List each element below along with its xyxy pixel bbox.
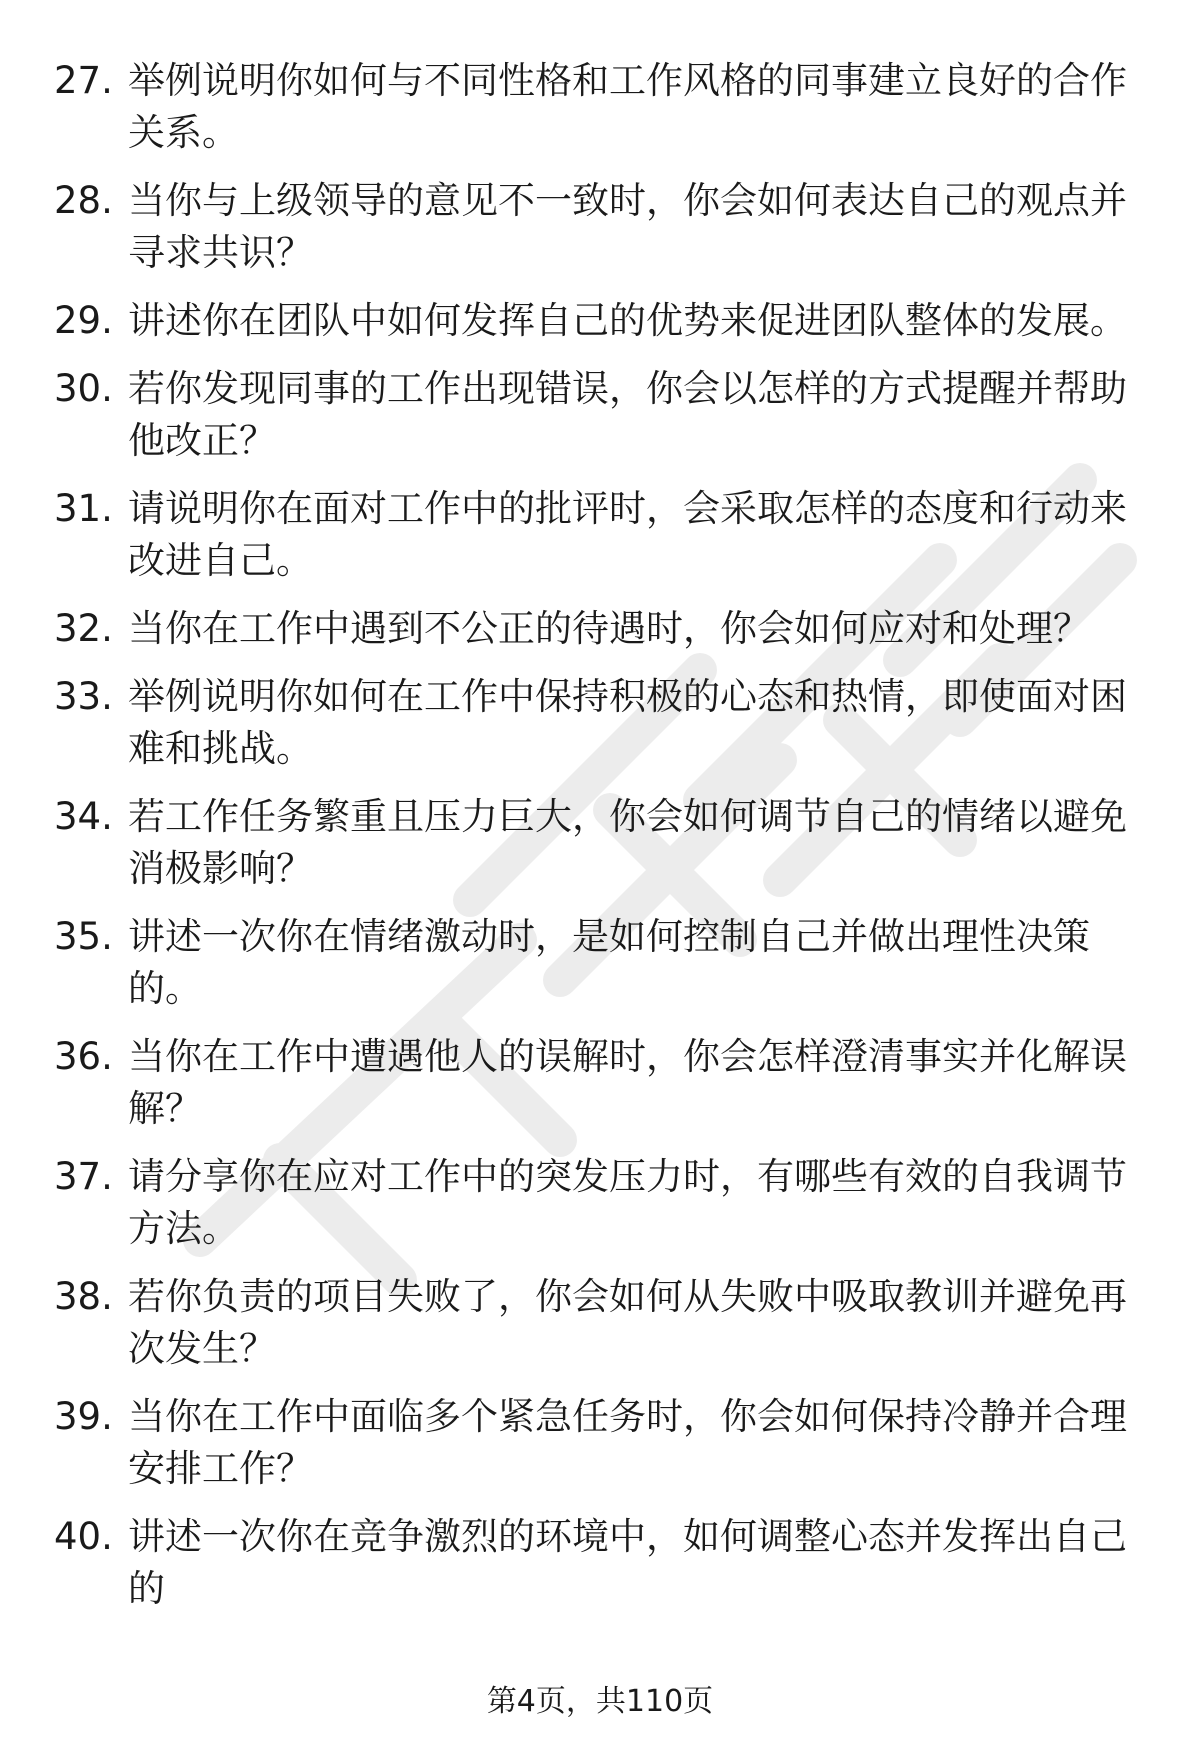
question-item <box>0 483 1200 587</box>
question-text: 当你与上级领导的意见不一致时，你会如何表达自己的观点并寻求共识？ <box>128 179 1127 274</box>
question-text: 举例说明你如何在工作中保持积极的心态和热情，即使面对困难和挑战。 <box>128 675 1127 770</box>
question-number: 27. <box>54 59 113 102</box>
question-item <box>0 911 1200 1015</box>
question-text: 请分享你在应对工作中的突发压力时，有哪些有效的自我调节方法。 <box>128 1155 1127 1250</box>
question-item <box>0 1391 1200 1495</box>
question-text: 举例说明你如何与不同性格和工作风格的同事建立良好的合作关系。 <box>128 59 1127 154</box>
question-text: 讲述你在团队中如何发挥自己的优势来促进团队整体的发展。 <box>128 299 1127 342</box>
question-item <box>0 363 1200 467</box>
question-number: 37. <box>54 1155 113 1198</box>
question-number: 39. <box>54 1395 113 1438</box>
question-item <box>0 1511 1200 1615</box>
question-text: 若你负责的项目失败了，你会如何从失败中吸取教训并避免再次发生？ <box>128 1275 1127 1370</box>
question-number: 40. <box>54 1515 113 1558</box>
question-text: 若你发现同事的工作出现错误，你会以怎样的方式提醒并帮助他改正？ <box>128 367 1127 462</box>
question-number: 33. <box>54 675 113 718</box>
question-number: 38. <box>54 1275 113 1318</box>
question-item <box>0 175 1200 279</box>
question-item <box>0 791 1200 895</box>
question-text: 若工作任务繁重且压力巨大，你会如何调节自己的情绪以避免消极影响？ <box>128 795 1127 890</box>
question-text: 请说明你在面对工作中的批评时，会采取怎样的态度和行动来改进自己。 <box>128 487 1127 582</box>
question-number: 35. <box>54 915 113 958</box>
question-item <box>0 295 1200 347</box>
question-number: 29. <box>54 299 113 342</box>
page-footer <box>0 1682 1200 1722</box>
question-list <box>0 55 1200 1631</box>
question-item <box>0 1271 1200 1375</box>
question-number: 32. <box>54 607 113 650</box>
question-item <box>0 1031 1200 1135</box>
question-text: 讲述一次你在竞争激烈的环境中，如何调整心态并发挥出自己的 <box>128 1515 1127 1610</box>
question-text: 当你在工作中面临多个紧急任务时，你会如何保持冷静并合理安排工作？ <box>128 1395 1127 1490</box>
question-number: 36. <box>54 1035 113 1078</box>
question-text: 讲述一次你在情绪激动时，是如何控制自己并做出理性决策的。 <box>128 915 1090 1010</box>
question-text: 当你在工作中遭遇他人的误解时，你会怎样澄清事实并化解误解？ <box>128 1035 1127 1130</box>
question-number: 34. <box>54 795 113 838</box>
question-number: 28. <box>54 179 113 222</box>
question-item <box>0 1151 1200 1255</box>
question-number: 30. <box>54 367 113 410</box>
question-item <box>0 603 1200 655</box>
question-number: 31. <box>54 487 113 530</box>
question-item <box>0 671 1200 775</box>
question-item <box>0 55 1200 159</box>
page-number-label: 第4页，共110页 <box>486 1684 714 1719</box>
question-text: 当你在工作中遇到不公正的待遇时，你会如何应对和处理？ <box>128 607 1090 650</box>
